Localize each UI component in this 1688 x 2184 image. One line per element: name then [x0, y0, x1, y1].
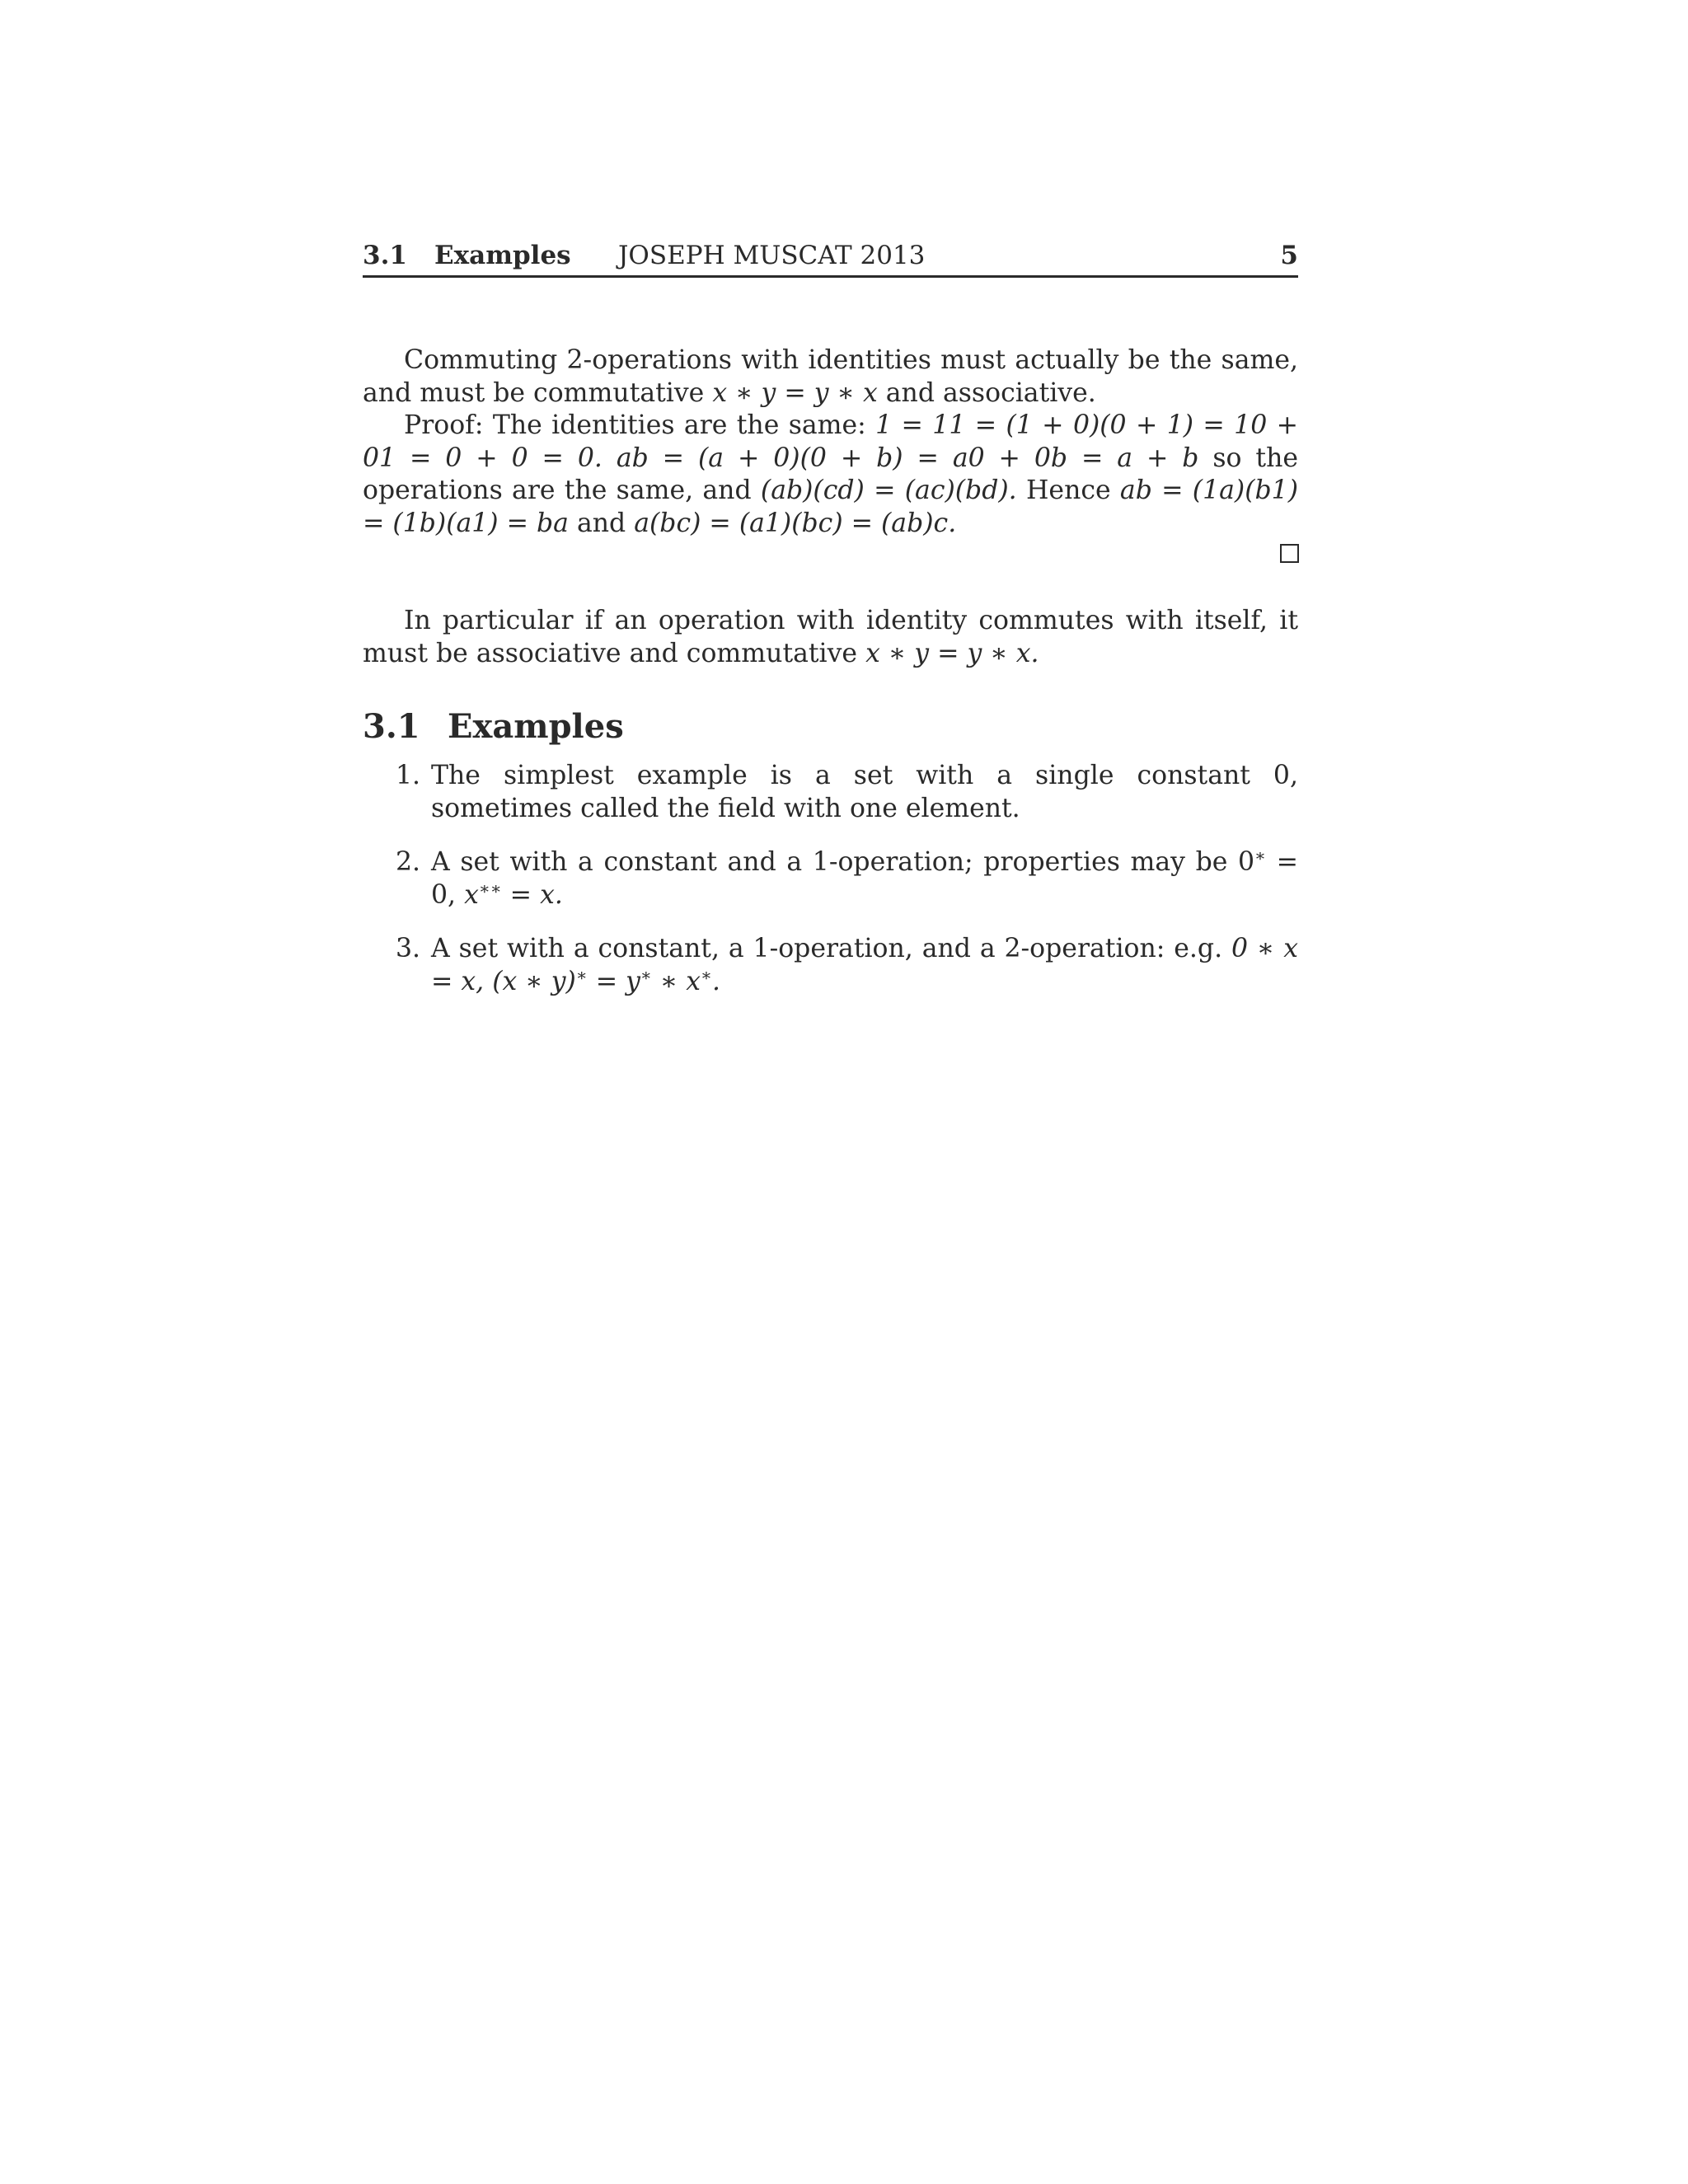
paragraph-text: so the operations are the same, and — [363, 443, 1298, 505]
list-item-text — [431, 846, 1298, 912]
section-title: Examples — [448, 707, 624, 746]
list-item-text — [431, 760, 1298, 825]
paragraph-commuting-operations — [363, 344, 1298, 410]
header-section-number: 3.1 — [363, 241, 407, 270]
math-expression: (ab)(cd) = (ac)(bd). — [760, 476, 1017, 505]
proof-label: Proof: The identities are the same: — [404, 410, 876, 440]
math-expression: 0∗ = 0, x∗∗ = x. — [431, 845, 1298, 910]
qed-symbol — [1280, 544, 1299, 563]
list-item-number: 1. — [396, 761, 421, 790]
math-expression: 0 ∗ x = x, (x ∗ y)∗ = y∗ ∗ x∗. — [431, 934, 1298, 996]
paragraph-text: and associative. — [877, 377, 1096, 408]
header-author: JOSEPH MUSCAT 2013 — [618, 241, 926, 270]
math-expression: 1 = 11 = (1 + 0)(0 + 1) = 10 + 01 = 0 + 0 = 0. — [363, 410, 1298, 473]
math-expression: ab = (a + 0)(0 + b) = a0 + 0b = a + b — [616, 443, 1199, 473]
page-number: 5 — [1280, 241, 1298, 270]
paragraph-text: and — [568, 508, 635, 538]
section-number: 3.1 — [363, 707, 420, 746]
paragraph-identity-commutes — [363, 605, 1298, 670]
running-header — [363, 239, 1298, 278]
math-expression: ab = (1a)(b1) = (1b)(a1) = ba — [363, 476, 1298, 538]
paragraph-text: Hence — [1016, 476, 1120, 505]
math-expression: x ∗ y = y ∗ x. — [865, 638, 1039, 668]
list-item-number: 3. — [396, 934, 421, 963]
list-item-number: 2. — [396, 847, 421, 877]
list-item-text — [431, 933, 1298, 998]
list-item-content: The simplest example is a set with a single constant 0, sometimes called the field with one element. — [431, 761, 1298, 823]
list-item-content: A set with a constant, a 1-operation, and a 2-operation: e.g. — [431, 934, 1231, 963]
header-section-title: Examples — [434, 241, 571, 270]
paragraph-proof — [363, 410, 1298, 540]
math-expression: a(bc) = (a1)(bc) = (ab)c. — [634, 508, 957, 538]
paragraph-text: Commuting 2-operations with identities must actually be the same, and must be commutative — [363, 345, 1298, 408]
paragraph-text: In particular if an operation with identity commutes with itself, it must be associative and commutative — [363, 606, 1298, 668]
math-expression: x ∗ y = y ∗ x — [712, 377, 878, 408]
list-item-content: A set with a constant and a 1-operation; properties may be — [431, 847, 1238, 877]
